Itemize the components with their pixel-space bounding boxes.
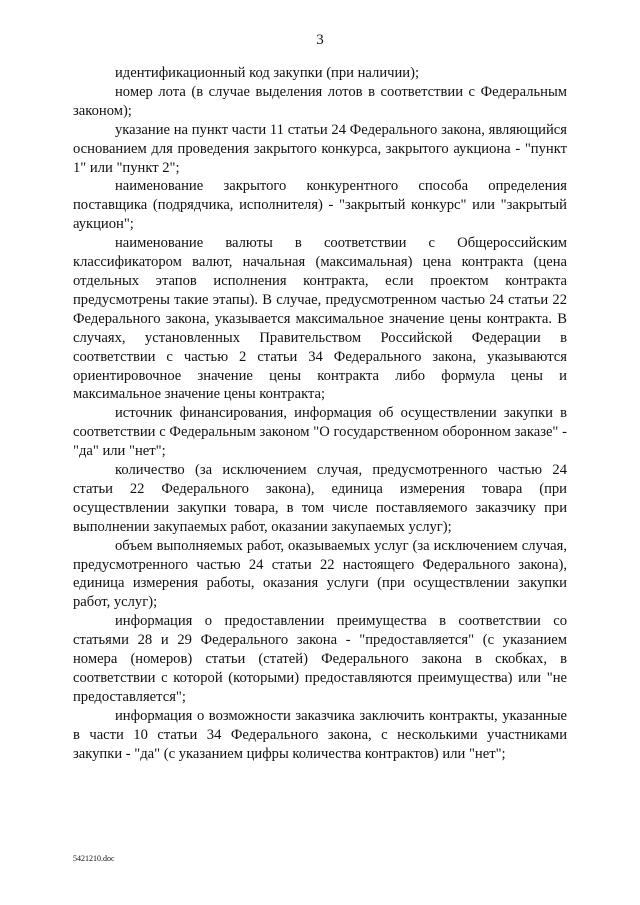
paragraph-goods-quantity: количество (за исключением случая, предусмотренного частью 24 статьи 22 Федерального закона), единица измерения товара (при осуществлении закупки товара, в том числе поставляемого заказчику при выполнении закупаемых работ, оказании закупаемых услуг);: [73, 462, 567, 535]
paragraph-lot-number: номер лота (в случае выделения лотов в соответствии с Федеральным законом);: [73, 83, 567, 119]
paragraph-funding-source: источник финансирования, информация об осуществлении закупки в соответствии с Федеральным законом "О государственном оборонном заказе" - "да" или "нет";: [73, 405, 567, 460]
document-file-code: 5421210.doc: [73, 854, 115, 863]
paragraph-procurement-id: идентификационный код закупки (при наличии);: [115, 65, 420, 81]
page-number: 3: [316, 32, 324, 48]
paragraph-advantages: информация о предоставлении преимущества в соответствии со статьями 28 и 29 Федерального закона - "предоставляется" (с указанием номера (номеров) статьи (статей) Федерального закона в скобках, в соответствии с которой (которыми) предоставляются преимущества) или "не предоставляется";: [73, 613, 567, 705]
paragraph-currency-and-price: наименование валюты в соответствии с Общероссийским классификатором валют, начальная (максимальная) цена контракта (цена отдельных этапов исполнения контракта, если проектом контракта предусмотрены такие этапы). В случае, предусмотренном частью 24 статьи 22 Федерального закона, указывается максимальное значение цены контракта. В случаях, установленных Правительством Российской Федерации в соответствии с частью 2 статьи 34 Федерального закона, указываются ориентировочное значение цены контракта либо формула цены и максимальное значение цены контракта;: [73, 235, 567, 403]
paragraph-multiple-contracts: информация о возможности заказчика заключить контракты, указанные в части 10 статьи 34 Федерального закона, с несколькими участниками закупки - "да" (с указанием цифры количества контрактов) или "нет";: [73, 707, 567, 762]
paragraph-clause-reference: указание на пункт части 11 статьи 24 Федерального закона, являющийся основанием для проведения закрытого конкурса, закрытого аукциона - "пункт 1" или "пункт 2";: [73, 121, 567, 176]
paragraph-works-volume: объем выполняемых работ, оказываемых услуг (за исключением случая, предусмотренного частью 24 статьи 22 настоящего Федерального закона), единица измерения работы, оказания услуги (при осуществлении закупки работ, услуг);: [73, 537, 567, 611]
paragraph-procurement-method: наименование закрытого конкурентного способа определения поставщика (подрядчика, исполнителя) - "закрытый конкурс" или "закрытый аукцион";: [73, 178, 567, 233]
document-body: [73, 64, 567, 764]
